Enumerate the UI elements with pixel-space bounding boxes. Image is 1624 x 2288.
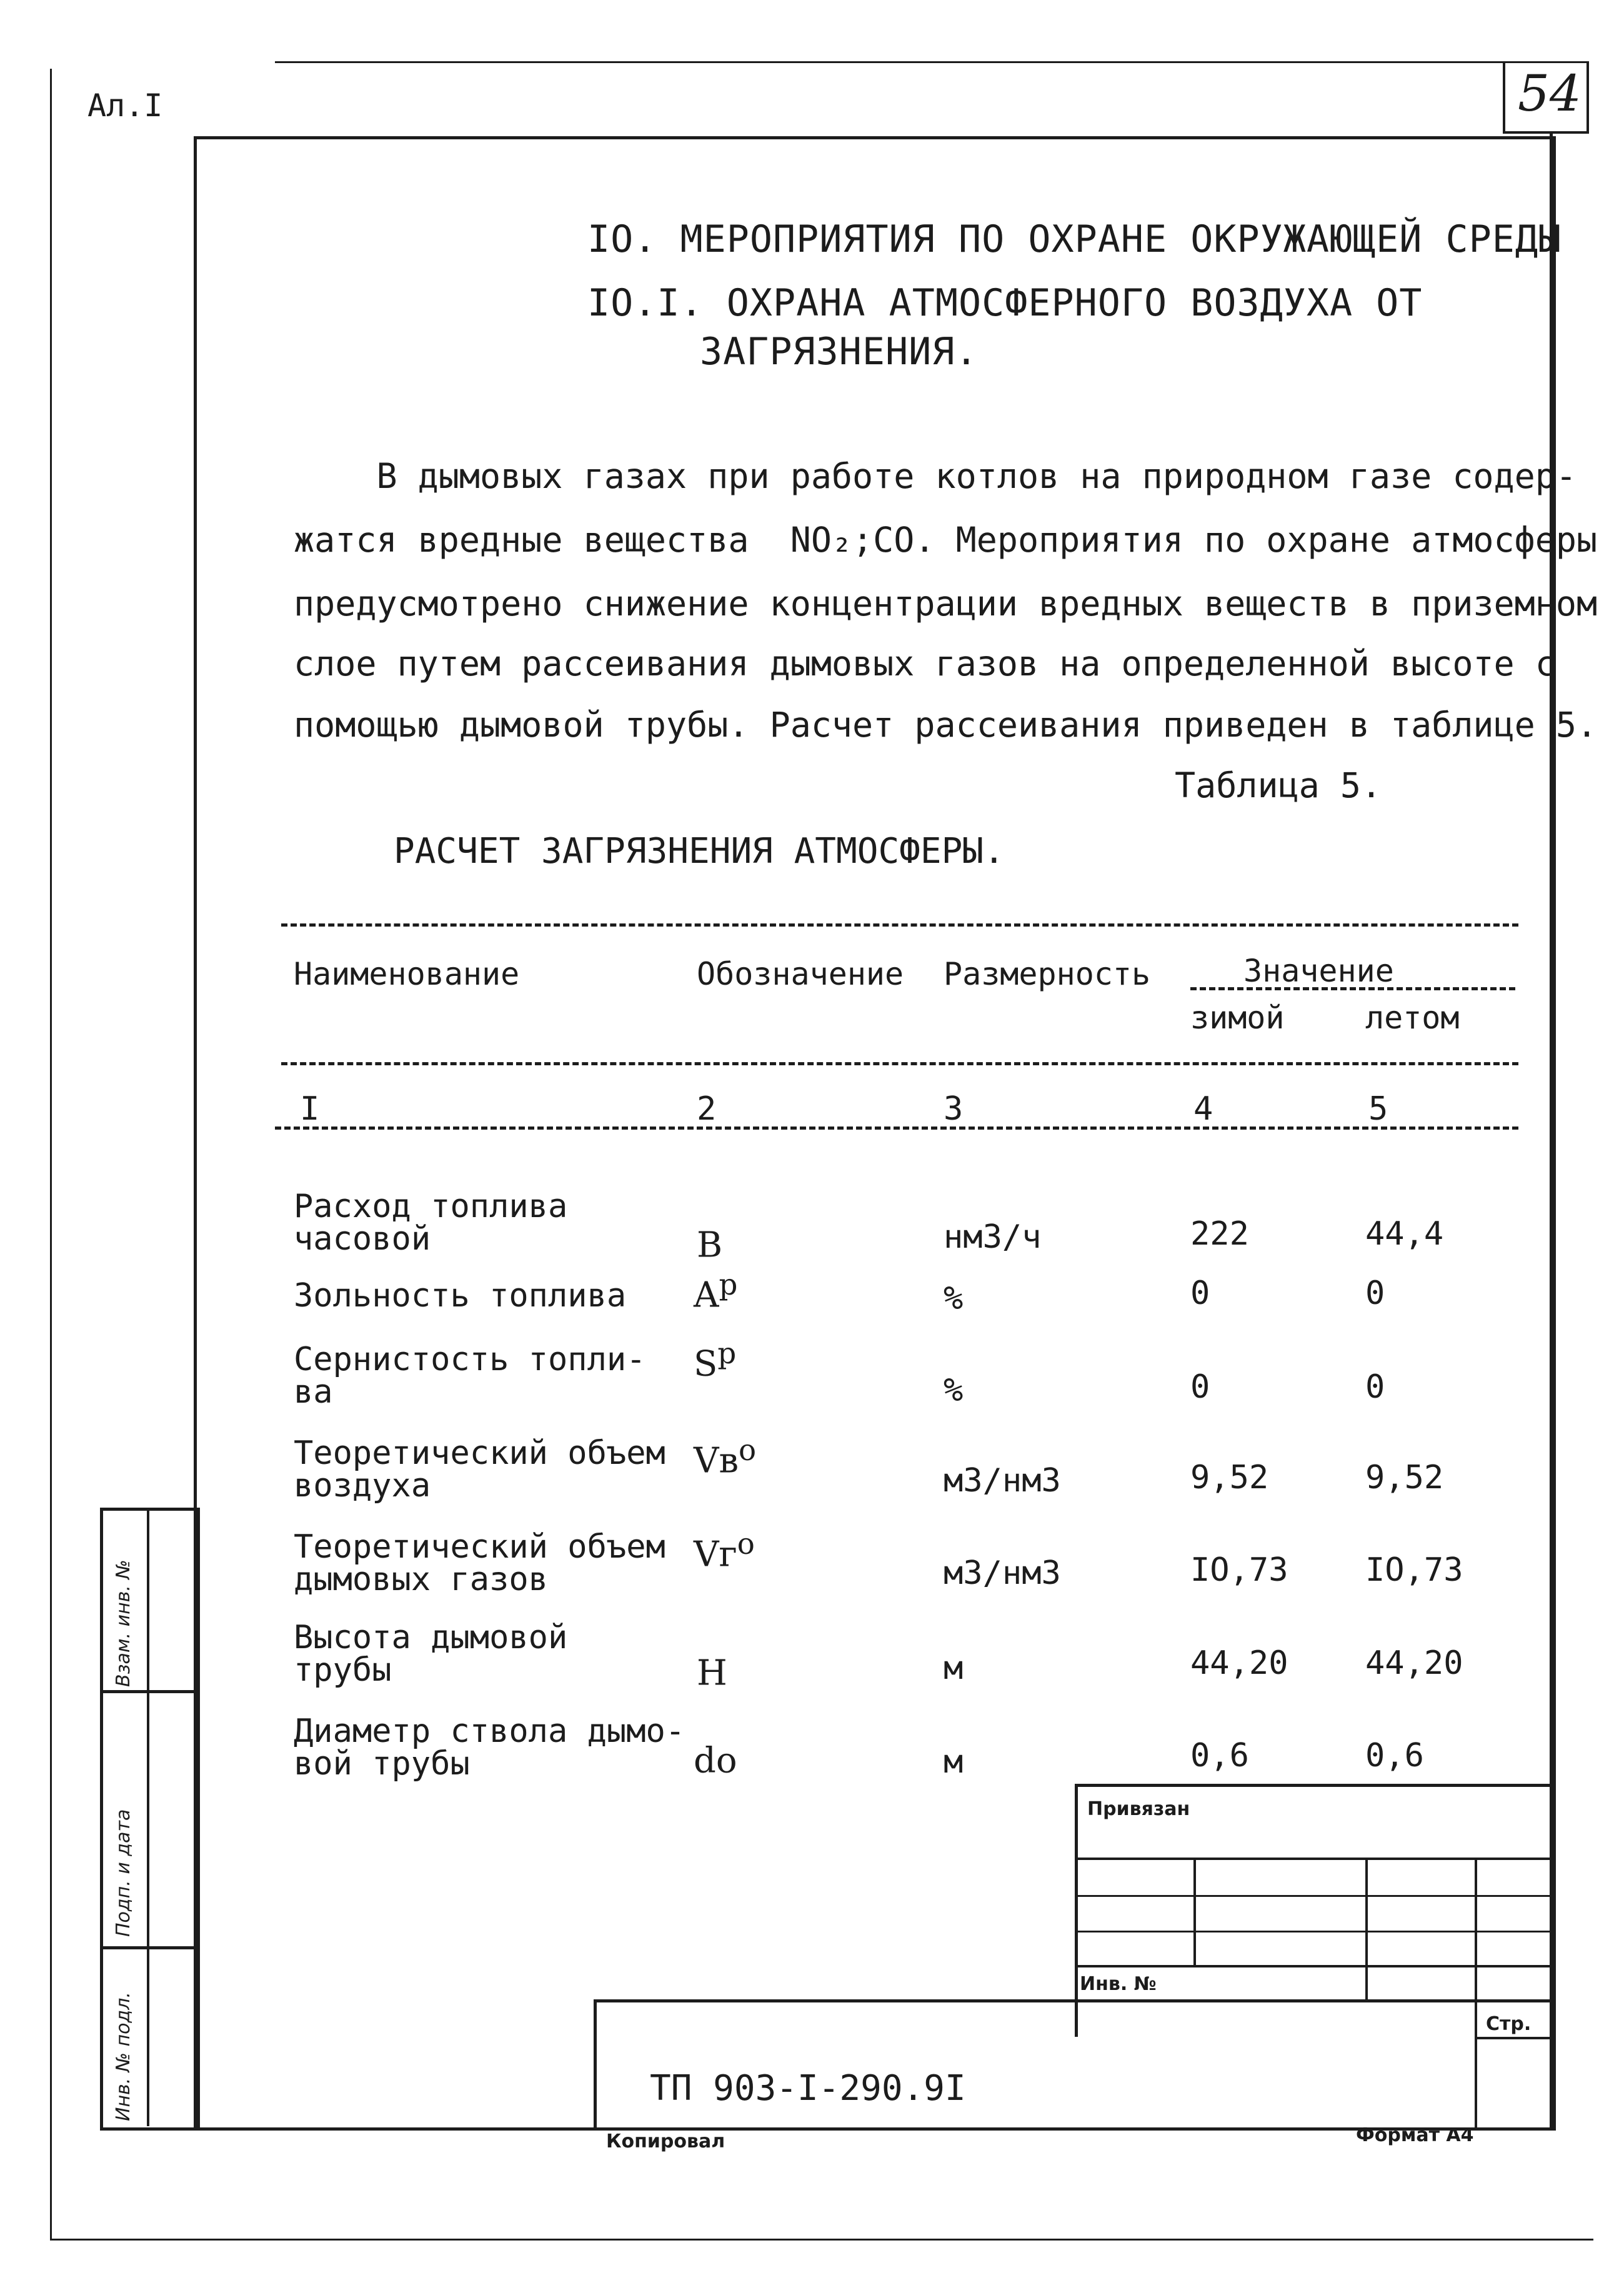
col-number: 4 — [1193, 1090, 1213, 1128]
symbol-text: Vв — [694, 1440, 739, 1481]
symbol-text: B — [697, 1225, 723, 1266]
stamp-vline — [1365, 1859, 1368, 2002]
row-summer: 0 — [1365, 1368, 1385, 1406]
sign-date-label: Подп. и дата — [112, 1809, 134, 1937]
row-unit: нм3/ч — [944, 1218, 1042, 1256]
replace-inv-label: Взам. инв. № — [112, 1559, 134, 1687]
row-name — [294, 1528, 665, 1598]
symbol-sup: o — [738, 1434, 757, 1468]
footer-format: Формат А4 — [1356, 2124, 1474, 2146]
row-winter: 0 — [1190, 1275, 1210, 1312]
outer-frame-top — [275, 61, 1587, 63]
subsection-heading-cont: ЗАГРЯЗНЕНИЯ. — [700, 330, 979, 374]
row-summer: 0,6 — [1365, 1737, 1424, 1774]
stamp-hline — [1075, 1858, 1550, 1860]
col-header-summer: летом — [1365, 1000, 1460, 1036]
paragraph-line: В дымовых газах при работе котлов на природном газе содер- — [294, 456, 1577, 496]
row-name — [294, 1341, 646, 1411]
paragraph-line: жатся вредные вещества NO₂;CO. Мероприятия по охране атмосферы — [294, 520, 1598, 560]
row-symbol — [697, 1218, 722, 1266]
paragraph-line: предусмотрено снижение концентрации вредных веществ в приземном — [294, 584, 1598, 624]
row-winter: 0,6 — [1190, 1737, 1249, 1774]
inv-original-label: Инв. № подл. — [112, 1992, 134, 2121]
row-name-line: Расход топлива — [294, 1188, 568, 1225]
row-winter: 44,20 — [1190, 1644, 1288, 1682]
footer-copied: Копировал — [606, 2131, 725, 2152]
row-symbol — [694, 1434, 756, 1481]
col-number: 5 — [1368, 1090, 1388, 1128]
row-name-line: часовой — [294, 1220, 431, 1258]
row-unit: м — [944, 1649, 964, 1687]
symbol-sup: р — [717, 1337, 737, 1371]
col-number: I — [300, 1090, 320, 1128]
row-name-line: Теоретический объем — [294, 1528, 665, 1566]
symbol-sup: р — [719, 1268, 738, 1302]
symbol-text: Vг — [694, 1534, 737, 1575]
row-symbol — [694, 1337, 736, 1385]
row-name-line: воздуха — [294, 1467, 431, 1505]
row-unit: м — [944, 1743, 964, 1781]
row-summer: 0 — [1365, 1275, 1385, 1312]
title-block-hline — [1475, 2037, 1550, 2039]
row-unit: % — [944, 1280, 964, 1317]
paragraph-line: помощью дымовой трубы. Расчет рассеивания приведен в таблице 5. — [294, 705, 1598, 745]
row-name-line: ва — [294, 1373, 333, 1411]
row-winter: 9,52 — [1190, 1459, 1269, 1496]
stamp-hline — [1075, 1965, 1550, 1967]
row-name — [294, 1277, 627, 1315]
col-number: 3 — [944, 1090, 964, 1128]
page-number: 54 — [1518, 64, 1582, 122]
table-rule-numbers — [275, 1127, 1518, 1130]
col-header-name: Наименование — [294, 956, 520, 992]
col-number: 2 — [697, 1090, 717, 1128]
binding-stamp-label: Привязан — [1087, 1798, 1190, 1820]
col-header-unit: Размерность — [944, 956, 1151, 992]
row-name — [294, 1713, 685, 1783]
table-rule-top — [281, 923, 1518, 927]
stamp-hline — [1075, 1895, 1550, 1897]
section-heading: IO. МЕРОПРИЯТИЯ ПО ОХРАНЕ ОКРУЖАЮЩЕЙ СРЕДЫ — [587, 217, 1562, 261]
row-symbol — [697, 1646, 727, 1694]
symbol-text: S — [694, 1343, 718, 1385]
side-stamp-hline — [100, 1690, 194, 1693]
row-name — [294, 1619, 568, 1689]
row-unit: % — [944, 1371, 964, 1409]
symbol-text: H — [697, 1653, 727, 1694]
sheet-label: Ал.I — [87, 87, 163, 124]
row-name-line: Зольность топлива — [294, 1277, 627, 1315]
side-stamp-vline — [147, 1508, 149, 2126]
table-caption: Таблица 5. — [1175, 765, 1382, 805]
col-header-symbol: Обозначение — [697, 956, 904, 992]
value-header-rule — [1190, 987, 1515, 990]
document-code: ТП 903-I-290.9I — [650, 2068, 966, 2109]
symbol-text: A — [694, 1275, 719, 1316]
paragraph-line: слое путем рассеивания дымовых газов на определенной высоте с — [294, 644, 1556, 684]
row-name-line: Диаметр ствола дымо- — [294, 1713, 685, 1750]
row-name-line: Высота дымовой — [294, 1619, 568, 1656]
row-winter: 222 — [1190, 1215, 1249, 1253]
subsection-heading: IO.I. ОХРАНА АТМОСФЕРНОГО ВОЗДУХА ОТ — [587, 281, 1423, 325]
row-summer: 44,4 — [1365, 1215, 1444, 1253]
row-summer: 44,20 — [1365, 1644, 1463, 1682]
row-unit: м3/нм3 — [944, 1554, 1061, 1592]
row-name-line: Сернистость топли- — [294, 1341, 646, 1378]
row-name-line: Теоретический объем — [294, 1435, 665, 1472]
row-name — [294, 1435, 665, 1505]
stamp-hline — [1075, 1931, 1550, 1932]
row-summer: 9,52 — [1365, 1459, 1444, 1496]
inv-no-label: Инв. № — [1080, 1973, 1157, 1995]
symbol-text: dо — [694, 1740, 737, 1781]
table-title: РАСЧЕТ ЗАГРЯЗНЕНИЯ АТМОСФЕРЫ. — [394, 831, 1005, 872]
stamp-vline — [1193, 1859, 1196, 1966]
row-name-line: вой трубы — [294, 1745, 470, 1783]
outer-frame-bottom — [50, 2239, 1593, 2241]
row-symbol — [694, 1528, 755, 1575]
col-header-winter: зимой — [1190, 1000, 1285, 1036]
row-symbol — [694, 1268, 737, 1316]
row-winter: IO,73 — [1190, 1551, 1288, 1589]
row-name-line: трубы — [294, 1651, 392, 1689]
row-winter: 0 — [1190, 1368, 1210, 1406]
page-number-box — [1503, 61, 1589, 134]
row-name-line: дымовых газов — [294, 1561, 548, 1598]
row-symbol — [694, 1734, 737, 1781]
row-unit: м3/нм3 — [944, 1462, 1061, 1500]
row-summer: IO,73 — [1365, 1551, 1463, 1589]
row-name — [294, 1188, 568, 1258]
symbol-sup: o — [737, 1528, 755, 1561]
side-stamp-hline — [100, 1946, 194, 1949]
page-label: Стр. — [1486, 2013, 1532, 2035]
table-rule-header-bottom — [281, 1062, 1518, 1065]
col-header-value: Значение — [1243, 953, 1394, 989]
outer-frame-left — [50, 69, 52, 2240]
